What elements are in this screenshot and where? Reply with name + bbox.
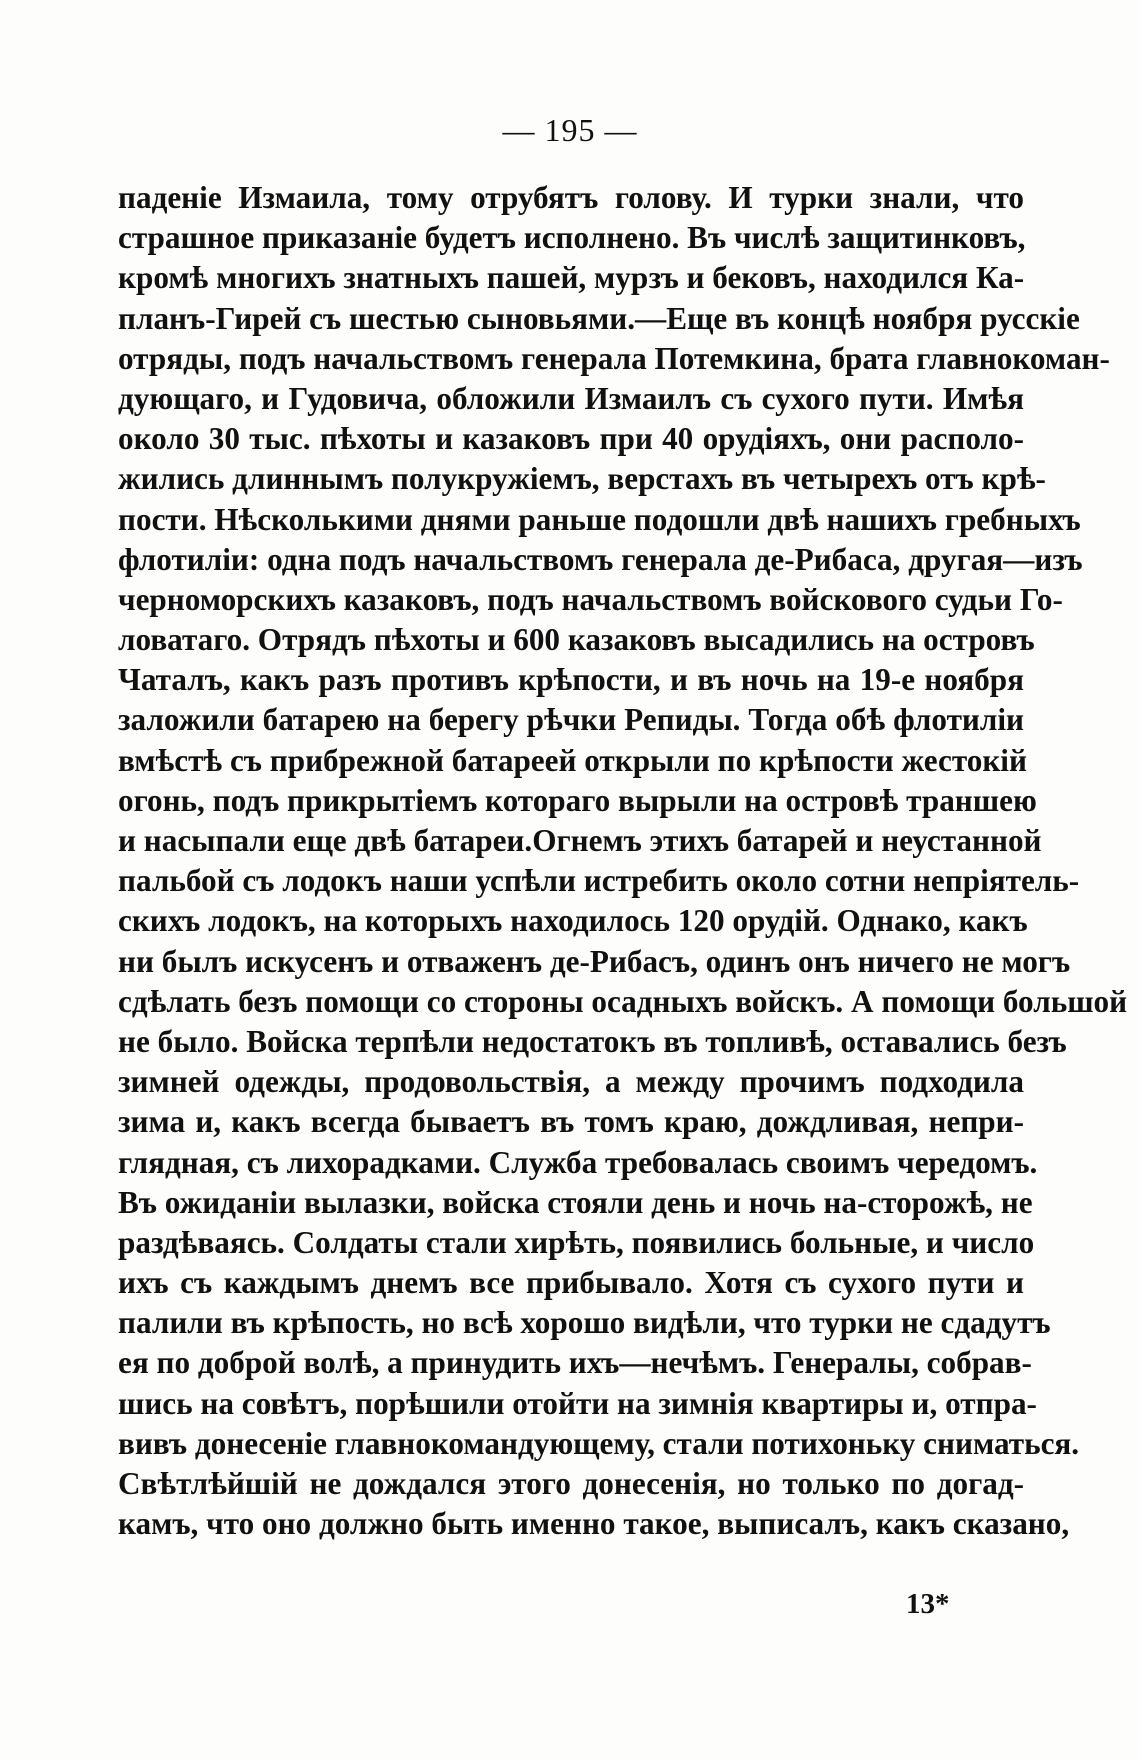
text-line: кромѣ многихъ знатныхъ пашей, мурзъ и бековъ, находился Ка- xyxy=(118,260,1025,296)
text-line: и насыпали еще двѣ батареи.Огнемъ этихъ батарей и неустанной xyxy=(118,823,1042,858)
text-line: Чаталъ, какъ разъ противъ крѣпости, и въ ночь на 19-е ноября xyxy=(118,662,1024,698)
text-line: Въ ожиданіи вылазки, войска стояли день и ночь на-сторожѣ, не xyxy=(118,1184,1033,1220)
text-line: глядная, съ лихорадками. Служба требовалась своимъ чередомъ. xyxy=(118,1144,1038,1180)
text-line: палили въ крѣпость, но всѣ хорошо видѣли, что турки не сдадутъ xyxy=(118,1305,1051,1341)
printer-signature-mark: 13* xyxy=(906,1588,950,1620)
text-line: флотиліи: одна подъ начальствомъ генерала де-Рибаса, другая—изъ xyxy=(118,541,1083,577)
text-line: раздѣваясь. Солдаты стали хирѣть, появились больные, и число xyxy=(118,1224,1035,1260)
text-line: ея по доброй волѣ, а принудить ихъ—нечѣмъ. Генералы, собрав- xyxy=(118,1345,1032,1381)
text-line: Свѣтлѣйшій не дождался этого донесенія, но только по догад- xyxy=(118,1466,1024,1501)
text-line: около 30 тыс. пѣхоты и казаковъ при 40 орудіяхъ, они располо- xyxy=(118,421,1024,457)
text-line: планъ-Гирей съ шестью сыновьями.—Еще въ концѣ ноября русскіе xyxy=(118,300,1080,336)
text-line: черноморскихъ казаковъ, подъ начальствомъ войскового судьи Го- xyxy=(118,581,1063,617)
text-line: сдѣлать безъ помощи со стороны осадныхъ войскъ. А помощи большой xyxy=(118,983,1128,1019)
text-line: заложили батарею на берегу рѣчки Репиды. Тогда обѣ флотиліи xyxy=(118,702,1024,738)
text-line: паденіе Измаила, тому отрубятъ голову. И турки знали, что xyxy=(118,180,1024,215)
text-line: страшное приказаніе будетъ исполнено. Въ числѣ защитинковъ, xyxy=(118,220,1026,256)
page-number: — 195 — xyxy=(502,112,638,148)
text-line: скихъ лодокъ, на которыхъ находилось 120 орудій. Однако, какъ xyxy=(118,903,1028,939)
text-line: огонь, подъ прикрытіемъ котораго вырыли на островѣ траншею xyxy=(118,782,1037,818)
text-line: пальбой съ лодокъ наши успѣли истребить около сотни непріятель- xyxy=(118,863,1080,899)
text-line: зимней одежды, продовольствія, а между прочимъ подходила xyxy=(118,1064,1024,1100)
body-text xyxy=(118,178,1128,1544)
text-line: камъ, что оно должно быть именно такое, выписалъ, какъ сказано, xyxy=(118,1506,1070,1542)
text-line: пости. Нѣсколькими днями раньше подошли двѣ нашихъ гребныхъ xyxy=(118,501,1081,537)
text-line: вивъ донесеніе главнокомандующему, стали потихоньку сниматься. xyxy=(118,1425,1080,1461)
text-line: отряды, подъ начальствомъ генерала Потемкина, брата главнокоман- xyxy=(118,340,1110,376)
text-line: ловатаго. Отрядъ пѣхоты и 600 казаковъ высадились на островъ xyxy=(118,622,1035,658)
text-line: ни былъ искусенъ и отваженъ де-Рибасъ, одинъ онъ ничего не могъ xyxy=(118,943,1071,979)
text-line: дующаго, и Гудовича, обложили Измаилъ съ сухого пути. Имѣя xyxy=(118,380,1024,416)
text-line: вмѣстѣ съ прибрежной батареей открыли по крѣпости жестокій xyxy=(118,742,1027,778)
text-line: зима и, какъ всегда бываетъ въ томъ краю, дождливая, непри- xyxy=(118,1104,1024,1140)
text-line: ихъ съ каждымъ днемъ все прибывало. Хотя съ сухого пути и xyxy=(118,1265,1024,1301)
text-line: не было. Войска терпѣли недостатокъ въ топливѣ, оставались безъ xyxy=(118,1023,1067,1059)
text-line: шись на совѣтъ, порѣшили отойти на зимнія квартиры и, отпра- xyxy=(118,1385,1037,1421)
text-line: жились длиннымъ полукружіемъ, верстахъ въ четырехъ отъ крѣ- xyxy=(118,461,1046,497)
